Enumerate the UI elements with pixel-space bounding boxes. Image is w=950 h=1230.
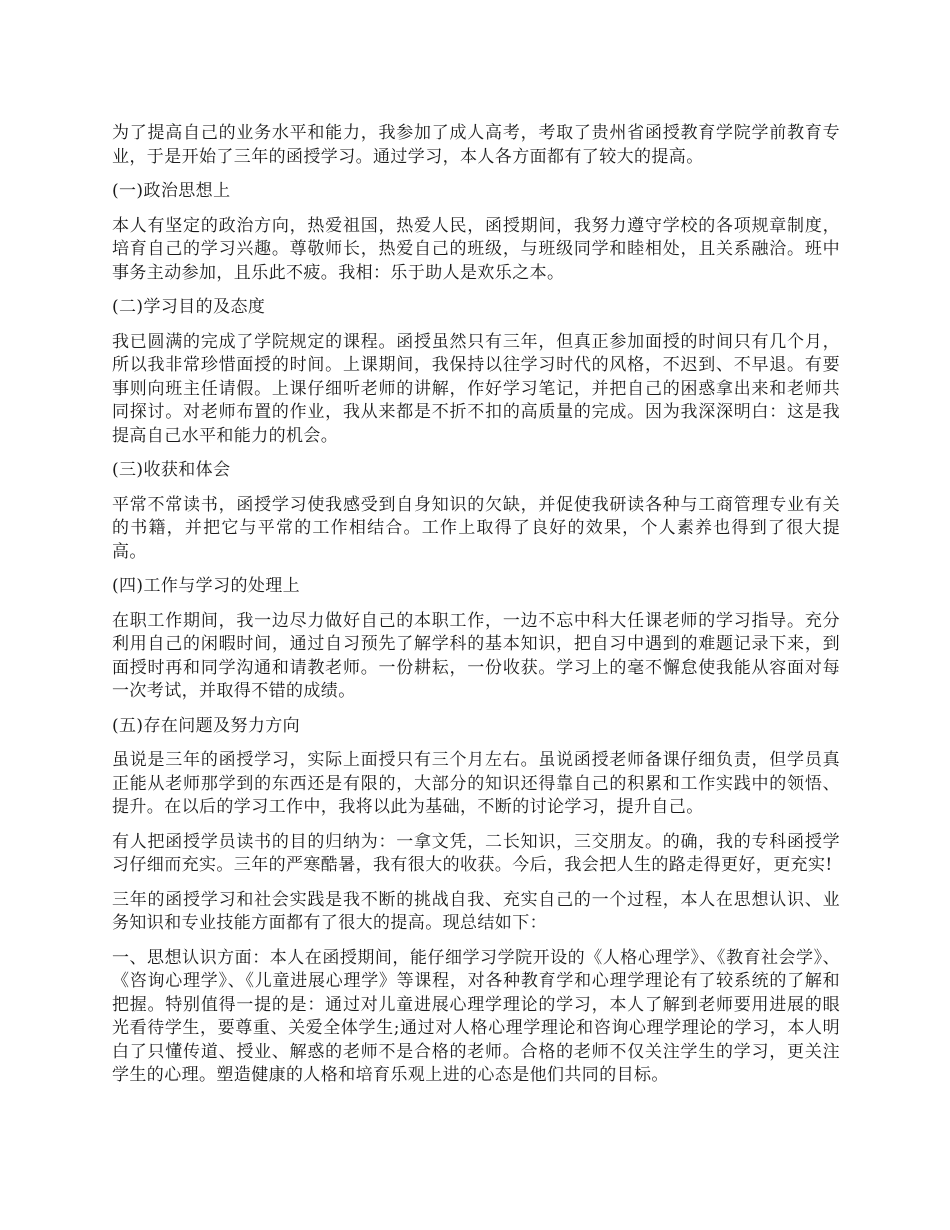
paragraph-study-attitude: 我已圆满的完成了学院规定的课程。函授虽然只有三年，但真正参加面授的时间只有几个月，所以我非常珍惜面授的时间。上课期间，我保持以往学习时代的风格，不迟到、不早退。有要事则向班主任请假。上课仔细听老师的讲解，作好学习笔记，并把自己的困惑拿出来和老师共同探讨。对老师布置的作业，我从来都是不折不扣的高质量的完成。因为我深深明白：这是我提高自己水平和能力的机会。 bbox=[112, 331, 840, 446]
section-heading-political: (一)政治思想上 bbox=[112, 181, 231, 201]
section-heading-problems: (五)存在问题及努力方向 bbox=[112, 715, 301, 736]
document-body bbox=[112, 122, 840, 1099]
paragraph-summary-intro: 三年的函授学习和社会实践是我不断的挑战自我、充实自己的一个过程，本人在思想认识、业务知识和专业技能方面都有了很大的提高。现总结如下： bbox=[112, 889, 840, 933]
paragraph-thinking: 一、思想认识方面：本人在函授期间，能仔细学习学院开设的《人格心理学》、《教育社会学》、《咨询心理学》、《儿童进展心理学》等课程，对各种教育学和心理学理论有了较系统的了解和把握。特别值得一提的是：通过对儿童进展心理学理论的学习，本人了解到老师要用进展的眼光看待学生，要尊重、关爱全体学生;通过对人格心理学理论和咨询心理学理论的学习，本人明白了只懂传道、授业、解惑的老师不是合格的老师。合格的老师不仅关注学生的学习，更关注学生的心理。塑造健康的人格和培育乐观上进的心态是他们共同的目标。 bbox=[112, 947, 840, 1085]
paragraph-political: 本人有坚定的政治方向，热爱祖国，热爱人民，函授期间，我努力遵守学校的各项规章制度，培育自己的学习兴趣。尊敬师长，热爱自己的班级，与班级同学和睦相处，且关系融洽。班中事务主动参加，且乐此不疲。我相：乐于助人是欢乐之本。 bbox=[112, 215, 840, 283]
section-heading-study-attitude: (二)学习目的及态度 bbox=[112, 297, 266, 317]
section-heading-gains: (三)收获和体会 bbox=[112, 460, 231, 480]
paragraph-purpose: 有人把函授学员读书的目的归纳为：一拿文凭，二长知识，三交朋友。的确，我的专科函授学习仔细而充实。三年的严寒酷暑，我有很大的收获。今后，我会把人生的路走得更好，更充实! bbox=[112, 831, 840, 875]
paragraph-problems: 虽说是三年的函授学习，实际上面授只有三个月左右。虽说函授老师备课仔细负责，但学员真正能从老师那学到的东西还是有限的，大部分的知识还得靠自己的积累和工作实践中的领悟、提升。在以后的学习工作中，我将以此为基础，不断的讨论学习，提升自己。 bbox=[112, 750, 840, 817]
paragraph-intro: 为了提高自己的业务水平和能力，我参加了成人高考，考取了贵州省函授教育学院学前教育专业，于是开始了三年的函授学习。通过学习，本人各方面都有了较大的提高。 bbox=[112, 123, 840, 167]
section-heading-work-study: (四)工作与学习的处理上 bbox=[112, 576, 301, 596]
paragraph-work-study: 在职工作期间，我一边尽力做好自己的本职工作，一边不忘中科大任课老师的学习指导。充分利用自己的闲暇时间，通过自习预先了解学科的基本知识，把自习中遇到的难题记录下来，到面授时再和同学沟通和请教老师。一份耕耘，一份收获。学习上的毫不懈怠使我能从容面对每一次考试，并取得不错的成绩。 bbox=[112, 610, 840, 701]
paragraph-gains: 平常不常读书，函授学习使我感受到自身知识的欠缺，并促使我研读各种与工商管理专业有关的书籍，并把它与平常的工作相结合。工作上取得了良好的效果，个人素养也得到了很大提高。 bbox=[112, 494, 840, 562]
